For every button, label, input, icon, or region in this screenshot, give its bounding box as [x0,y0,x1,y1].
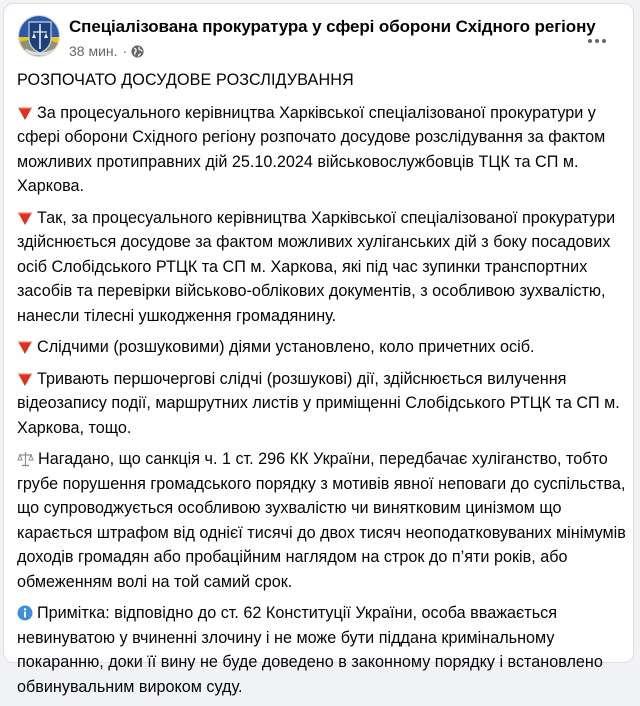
paragraph-text: За процесуального керівництва Харківської спеціалізованої прокуратури у сфері оборони Східного регіону розпочато досудове розслідування за фактом можливих протиправних дій 25.10.2024 військовослужбовців ТЦК та СП м. Харкова. [17,103,606,195]
page-avatar[interactable] [18,15,60,57]
paragraph-text: Так, за процесуального керівництва Харківської спеціалізованої прокуратури здійснюється досудове за фактом можливих хуліганських дій з боку посадових осіб Слобідського РТЦК та СП м. Харкова, які під час зупинки транспортних засобів та перевірки військово-облікових документів, з особливою зухвалістю, нанесли тілесні ушкодження громадянину. [17,208,616,325]
post-paragraph [17,601,627,699]
paragraph-text: Нагадано, що санкція ч. 1 ст. 296 КК України, передбачає хуліганство, тобто грубе порушення громадського порядку з мотивів явної неповаги до суспільства, що супроводжується особливою зухвалістю чи винятковим цинізмом що карається штрафом від однієї тисячі до двох тисяч неоподатковуваних мінімумів доходів громадян або пробаційним наглядом на строк до п’яти років, або обмеженням волі на той самий срок. [17,450,626,591]
more-dot [602,39,606,43]
post-meta [69,43,144,59]
more-options-icon [588,39,592,43]
post-body [17,68,627,706]
page-name-link[interactable]: Спеціалізована прокуратура у сфері оборони Східного регіону [69,17,596,36]
post-paragraph [17,206,627,329]
more-dot [595,39,599,43]
red-triangle-down-icon [17,106,33,121]
post-timestamp[interactable]: 38 мин. [69,43,118,59]
meta-separator: · [122,43,128,59]
red-triangle-down-icon [17,340,33,355]
more-options-button[interactable] [583,33,611,49]
scales-icon [17,451,34,467]
facebook-post-card [3,3,634,696]
post-header [18,13,619,63]
prosecutor-emblem-icon [19,16,60,57]
paragraph-text: Слідчими (розшуковими) діями установлено, коло причетних осіб. [37,338,535,356]
post-paragraph [17,367,627,441]
info-icon [17,605,33,621]
red-triangle-down-icon [17,372,33,387]
globe-icon[interactable] [131,45,144,58]
post-paragraph [17,447,627,594]
paragraph-text: Примітка: відповідно до ст. 62 Конституції України, особа вважається невинуватою у вчиненні злочину і не може бути піддана кримінальному покаранню, доки її вину не буде доведено в законному порядку і встановлено обвинувальним вироком суду. [17,604,603,696]
post-title: РОЗПОЧАТО ДОСУДОВЕ РОЗСЛІДУВАННЯ [17,71,354,89]
post-paragraph [17,101,627,199]
red-triangle-down-icon [17,211,33,226]
paragraph-text: Тривають першочергові слідчі (розшукові) дії, здійснюється вилучення відеозапису події, маршрутних листів у приміщенні Слобідського РТЦК та СП м. Харкова, тощо. [17,369,620,437]
post-paragraph [17,335,627,360]
